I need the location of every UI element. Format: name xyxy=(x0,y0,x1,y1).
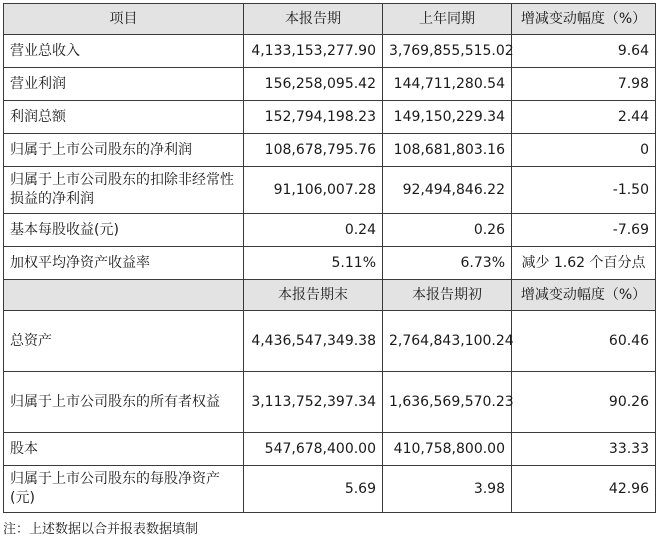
row-label: 利润总额 xyxy=(4,101,244,134)
row-label: 归属于上市公司股东的净利润 xyxy=(4,134,244,167)
row-prior: 6.73% xyxy=(383,247,512,280)
row-prior: 1,636,569,570.23 xyxy=(383,372,512,433)
row-current: 108,678,795.76 xyxy=(244,134,383,167)
subheader-period-end: 本报告期末 xyxy=(244,280,383,311)
table-subheader-row xyxy=(4,280,656,311)
subheader-period-start: 本报告期初 xyxy=(383,280,512,311)
row-current: 5.11% xyxy=(244,247,383,280)
row-prior: 410,758,800.00 xyxy=(383,433,512,466)
table-row xyxy=(4,214,656,247)
footnote xyxy=(3,519,655,537)
footnote-text: 注：上述数据以合并报表数据填制 xyxy=(3,522,199,537)
row-prior: 3.98 xyxy=(383,466,512,513)
row-change: 42.96 xyxy=(512,466,656,513)
row-current: 152,794,198.23 xyxy=(244,101,383,134)
table-row xyxy=(4,167,656,214)
row-change: -7.69 xyxy=(512,214,656,247)
header-prior-period: 上年同期 xyxy=(383,4,512,35)
row-current: 91,106,007.28 xyxy=(244,167,383,214)
table-row xyxy=(4,35,656,68)
row-change: -1.50 xyxy=(512,167,656,214)
row-label: 营业利润 xyxy=(4,68,244,101)
row-change: 33.33 xyxy=(512,433,656,466)
table-row xyxy=(4,311,656,372)
row-change: 减少 1.62 个百分点 xyxy=(512,247,656,280)
row-label: 营业总收入 xyxy=(4,35,244,68)
table-header-row xyxy=(4,4,656,35)
row-label: 基本每股收益(元) xyxy=(4,214,244,247)
table-row xyxy=(4,134,656,167)
header-current-period: 本报告期 xyxy=(244,4,383,35)
row-label: 归属于上市公司股东的每股净资产(元) xyxy=(4,466,244,513)
row-change: 0 xyxy=(512,134,656,167)
row-prior: 92,494,846.22 xyxy=(383,167,512,214)
table-row xyxy=(4,68,656,101)
row-current: 156,258,095.42 xyxy=(244,68,383,101)
row-change: 90.26 xyxy=(512,372,656,433)
row-current: 5.69 xyxy=(244,466,383,513)
subheader-item xyxy=(4,280,244,311)
table-row xyxy=(4,247,656,280)
row-current: 4,436,547,349.38 xyxy=(244,311,383,372)
row-label: 股本 xyxy=(4,433,244,466)
row-prior: 3,769,855,515.02 xyxy=(383,35,512,68)
row-label: 加权平均净资产收益率 xyxy=(4,247,244,280)
row-change: 7.98 xyxy=(512,68,656,101)
table-row xyxy=(4,433,656,466)
row-prior: 2,764,843,100.24 xyxy=(383,311,512,372)
row-current: 547,678,400.00 xyxy=(244,433,383,466)
table-row xyxy=(4,372,656,433)
row-label: 总资产 xyxy=(4,311,244,372)
header-change-pct: 增减变动幅度（%） xyxy=(512,4,656,35)
row-prior: 0.26 xyxy=(383,214,512,247)
row-label: 归属于上市公司股东的扣除非经常性损益的净利润 xyxy=(4,167,244,214)
row-change: 9.64 xyxy=(512,35,656,68)
financial-summary-table-wrapper xyxy=(3,3,655,513)
header-item: 项目 xyxy=(4,4,244,35)
table-row xyxy=(4,101,656,134)
row-change: 2.44 xyxy=(512,101,656,134)
financial-summary-table xyxy=(3,3,656,513)
row-prior: 149,150,229.34 xyxy=(383,101,512,134)
subheader-change-pct: 增减变动幅度（%） xyxy=(512,280,656,311)
row-current: 4,133,153,277.90 xyxy=(244,35,383,68)
row-current: 0.24 xyxy=(244,214,383,247)
row-change: 60.46 xyxy=(512,311,656,372)
row-prior: 144,711,280.54 xyxy=(383,68,512,101)
row-current: 3,113,752,397.34 xyxy=(244,372,383,433)
row-label: 归属于上市公司股东的所有者权益 xyxy=(4,372,244,433)
table-row xyxy=(4,466,656,513)
row-prior: 108,681,803.16 xyxy=(383,134,512,167)
